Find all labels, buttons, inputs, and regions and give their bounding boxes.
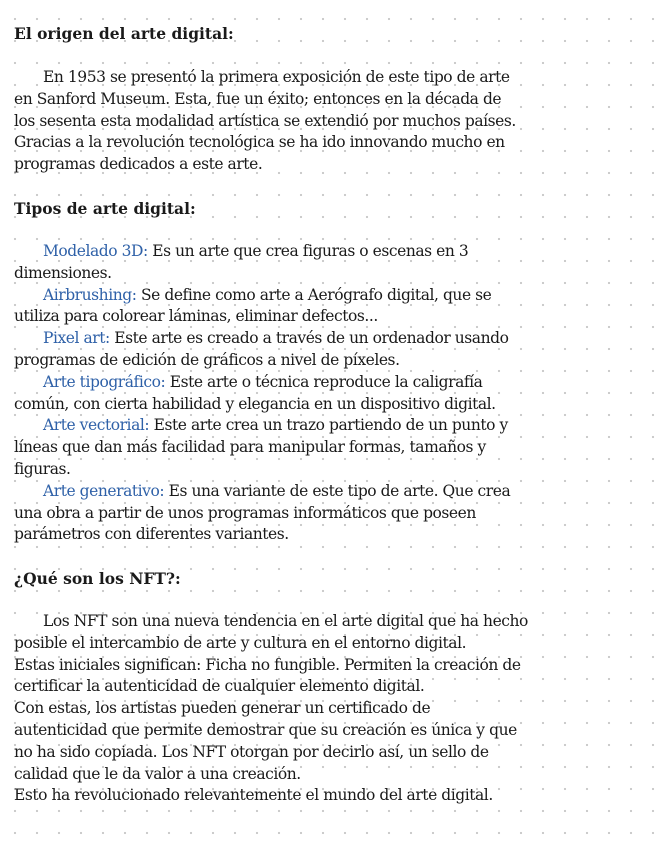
paragraph-origin	[14, 67, 644, 176]
type-term: Arte vectorial:	[43, 416, 150, 435]
type-description: Es un arte que crea figuras o escenas en 3	[147, 242, 469, 260]
type-description-line: líneas que dan más facilidad para manipular formas, tamaños y	[14, 438, 486, 457]
type-description: Este arte o técnica reproduce la caligrafía	[165, 372, 483, 391]
paragraph-line: calidad que le da valor a una creación.	[14, 764, 301, 783]
type-description-line: parámetros con diferentes variantes.	[14, 525, 289, 544]
type-description: Este arte es creado a través de un ordenador usando	[109, 329, 509, 348]
type-description: Se define como arte a Aerógrafo digital, que se	[136, 285, 492, 304]
paragraph-line: Esto ha revolucionado relevantemente el mundo del arte digital.	[14, 786, 493, 805]
paragraph-line: Los NFT son una nueva tendencia en el arte digital que ha hecho	[43, 612, 528, 630]
paragraph-line: Estas iniciales significan: Ficha no fungible. Permiten la creación de	[14, 655, 521, 674]
type-item-arte-vectorial	[14, 415, 644, 437]
type-term: Arte tipográfico:	[43, 372, 166, 391]
heading-types: Tipos de arte digital:	[14, 199, 196, 218]
type-term: Pixel art:	[43, 329, 110, 348]
paragraph-line: posible el intercambio de arte y cultura en el entorno digital.	[14, 633, 467, 652]
type-item-airbrushing	[14, 285, 644, 307]
paragraph-line: certificar la autenticidad de cualquier elemento digital.	[14, 677, 425, 696]
paragraph-line: los sesenta esta modalidad artística se extendió por muchos países.	[14, 111, 516, 130]
type-description-line: una obra a partir de unos programas informáticos que poseen	[14, 503, 476, 522]
paragraph-line: programas dedicados a este arte.	[14, 155, 263, 174]
type-term: Arte generativo:	[43, 481, 165, 500]
types-list	[14, 241, 644, 546]
paragraph-nft	[14, 611, 644, 807]
type-item-arte-tipografico	[14, 372, 644, 394]
paragraph-line: no ha sido copiada. Los NFT otorgan por decirlo así, un sello de	[14, 742, 489, 761]
type-description-line: utiliza para colorear láminas, eliminar defectos...	[14, 307, 378, 326]
paragraph-line: en Sanford Museum. Esta, fue un éxito; entonces en la década de	[14, 89, 502, 108]
type-description: Este arte crea un trazo partiendo de un punto y	[149, 416, 508, 435]
paragraph-line: autenticidad que permite demostrar que su creación es única y que	[14, 720, 517, 739]
paragraph-line: En 1953 se presentó la primera exposición de este tipo de arte	[43, 68, 510, 86]
type-description-line: figuras.	[14, 459, 71, 478]
paragraph-line: Gracias a la revolución tecnológica se ha ido innovando mucho en	[14, 133, 505, 152]
type-description-line: común, con cierta habilidad y elegancia en un dispositivo digital.	[14, 394, 496, 413]
heading-origin: El origen del arte digital:	[14, 24, 234, 43]
type-item-modelado-3d	[14, 241, 644, 263]
type-term: Airbrushing:	[43, 285, 137, 304]
type-item-pixel-art	[14, 328, 644, 350]
type-item-arte-generativo	[14, 481, 644, 503]
type-description-line: dimensiones.	[14, 263, 112, 282]
type-term: Modelado 3D:	[43, 242, 148, 260]
heading-nft: ¿Qué son los NFT?:	[14, 569, 181, 588]
paragraph-line: Con estas, los artistas pueden generar un certificado de	[14, 699, 431, 718]
type-description: Es una variante de este tipo de arte. Que crea	[164, 481, 511, 500]
type-description-line: programas de edición de gráficos a nivel de píxeles.	[14, 350, 400, 369]
